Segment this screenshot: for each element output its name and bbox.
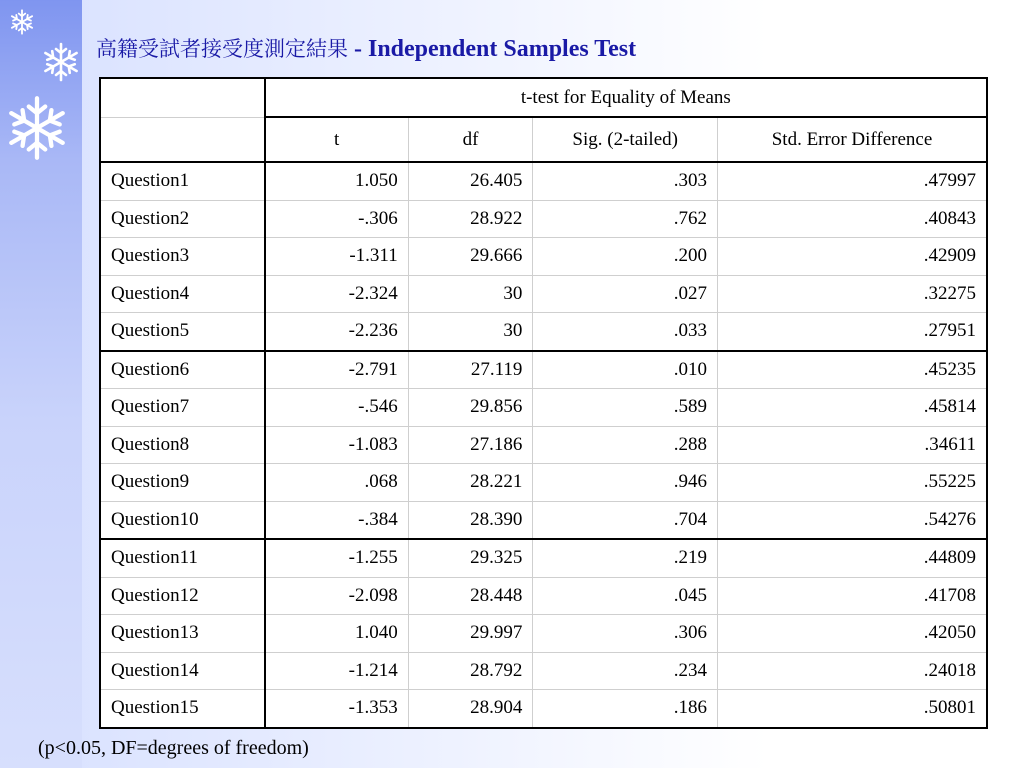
row-label: Question2 [100, 200, 265, 238]
cell-df: 30 [408, 313, 533, 351]
cell-df: 27.186 [408, 426, 533, 464]
cell-t: -2.791 [265, 351, 409, 389]
cell-std-error: .42050 [718, 615, 987, 653]
row-label: Question13 [100, 615, 265, 653]
cell-sig: .200 [533, 238, 718, 276]
cell-t: -.384 [265, 501, 409, 539]
cell-df: 29.666 [408, 238, 533, 276]
cell-t: -1.311 [265, 238, 409, 276]
table-row [100, 351, 987, 389]
cell-sig: .219 [533, 539, 718, 577]
column-header-std-error: Std. Error Difference [718, 117, 987, 162]
footnote: (p<0.05, DF=degrees of freedom) [38, 737, 309, 759]
cell-sig: .288 [533, 426, 718, 464]
cell-df: 28.922 [408, 200, 533, 238]
cell-sig: .234 [533, 652, 718, 690]
table-row [100, 275, 987, 313]
cell-t: -1.083 [265, 426, 409, 464]
cell-df: 30 [408, 275, 533, 313]
cell-df: 27.119 [408, 351, 533, 389]
cell-df: 28.792 [408, 652, 533, 690]
column-header-sig: Sig. (2-tailed) [533, 117, 718, 162]
cell-t: -2.098 [265, 577, 409, 615]
row-label: Question6 [100, 351, 265, 389]
table-row [100, 652, 987, 690]
snowflake-icon [41, 42, 81, 82]
table-row [100, 501, 987, 539]
independent-samples-table [99, 77, 988, 729]
table-row [100, 200, 987, 238]
table-row [100, 577, 987, 615]
cell-t: -1.214 [265, 652, 409, 690]
table-row [100, 426, 987, 464]
cell-std-error: .44809 [718, 539, 987, 577]
table-row [100, 539, 987, 577]
cell-sig: .762 [533, 200, 718, 238]
cell-t: -2.236 [265, 313, 409, 351]
cell-std-error: .34611 [718, 426, 987, 464]
cell-sig: .704 [533, 501, 718, 539]
cell-std-error: .55225 [718, 464, 987, 502]
cell-std-error: .45235 [718, 351, 987, 389]
row-label: Question5 [100, 313, 265, 351]
cell-sig: .010 [533, 351, 718, 389]
cell-std-error: .40843 [718, 200, 987, 238]
cell-sig: .027 [533, 275, 718, 313]
table-row [100, 162, 987, 200]
row-label: Question8 [100, 426, 265, 464]
table-row [100, 389, 987, 427]
row-label: Question15 [100, 690, 265, 728]
cell-sig: .303 [533, 162, 718, 200]
cell-t: .068 [265, 464, 409, 502]
cell-t: 1.040 [265, 615, 409, 653]
page-title [96, 33, 636, 63]
cell-df: 28.221 [408, 464, 533, 502]
row-label: Question11 [100, 539, 265, 577]
row-label: Question12 [100, 577, 265, 615]
cell-t: -1.255 [265, 539, 409, 577]
row-label: Question9 [100, 464, 265, 502]
table-row [100, 464, 987, 502]
cell-std-error: .45814 [718, 389, 987, 427]
table-row [100, 690, 987, 728]
page-title-en: - Independent Samples Test [354, 36, 637, 62]
cell-sig: .045 [533, 577, 718, 615]
cell-df: 28.448 [408, 577, 533, 615]
row-label: Question1 [100, 162, 265, 200]
table-header-row [100, 117, 987, 162]
table-header-group-row [100, 78, 987, 117]
cell-std-error: .41708 [718, 577, 987, 615]
cell-std-error: .47997 [718, 162, 987, 200]
column-header-t: t [265, 117, 409, 162]
page-title-zh: 高籍受試者接受度測定結果 [96, 37, 348, 61]
row-label: Question4 [100, 275, 265, 313]
cell-df: 29.325 [408, 539, 533, 577]
cell-t: -.546 [265, 389, 409, 427]
cell-std-error: .27951 [718, 313, 987, 351]
snowflake-icon [9, 9, 35, 35]
cell-sig: .033 [533, 313, 718, 351]
cell-t: -.306 [265, 200, 409, 238]
row-label: Question7 [100, 389, 265, 427]
cell-sig: .186 [533, 690, 718, 728]
column-header-df: df [408, 117, 533, 162]
cell-df: 26.405 [408, 162, 533, 200]
table-row [100, 238, 987, 276]
row-label: Question3 [100, 238, 265, 276]
cell-t: -2.324 [265, 275, 409, 313]
cell-std-error: .24018 [718, 652, 987, 690]
row-label: Question10 [100, 501, 265, 539]
cell-std-error: .54276 [718, 501, 987, 539]
cell-sig: .306 [533, 615, 718, 653]
cell-std-error: .32275 [718, 275, 987, 313]
cell-sig: .589 [533, 389, 718, 427]
table-row [100, 313, 987, 351]
cell-std-error: .50801 [718, 690, 987, 728]
table-corner-cell [100, 78, 265, 117]
cell-df: 29.856 [408, 389, 533, 427]
snowflake-icon [4, 95, 70, 161]
table-row [100, 615, 987, 653]
cell-df: 29.997 [408, 615, 533, 653]
cell-sig: .946 [533, 464, 718, 502]
cell-df: 28.904 [408, 690, 533, 728]
cell-t: -1.353 [265, 690, 409, 728]
cell-t: 1.050 [265, 162, 409, 200]
row-label: Question14 [100, 652, 265, 690]
cell-df: 28.390 [408, 501, 533, 539]
table-corner-cell [100, 117, 265, 162]
group-header: t-test for Equality of Means [265, 78, 987, 117]
cell-std-error: .42909 [718, 238, 987, 276]
